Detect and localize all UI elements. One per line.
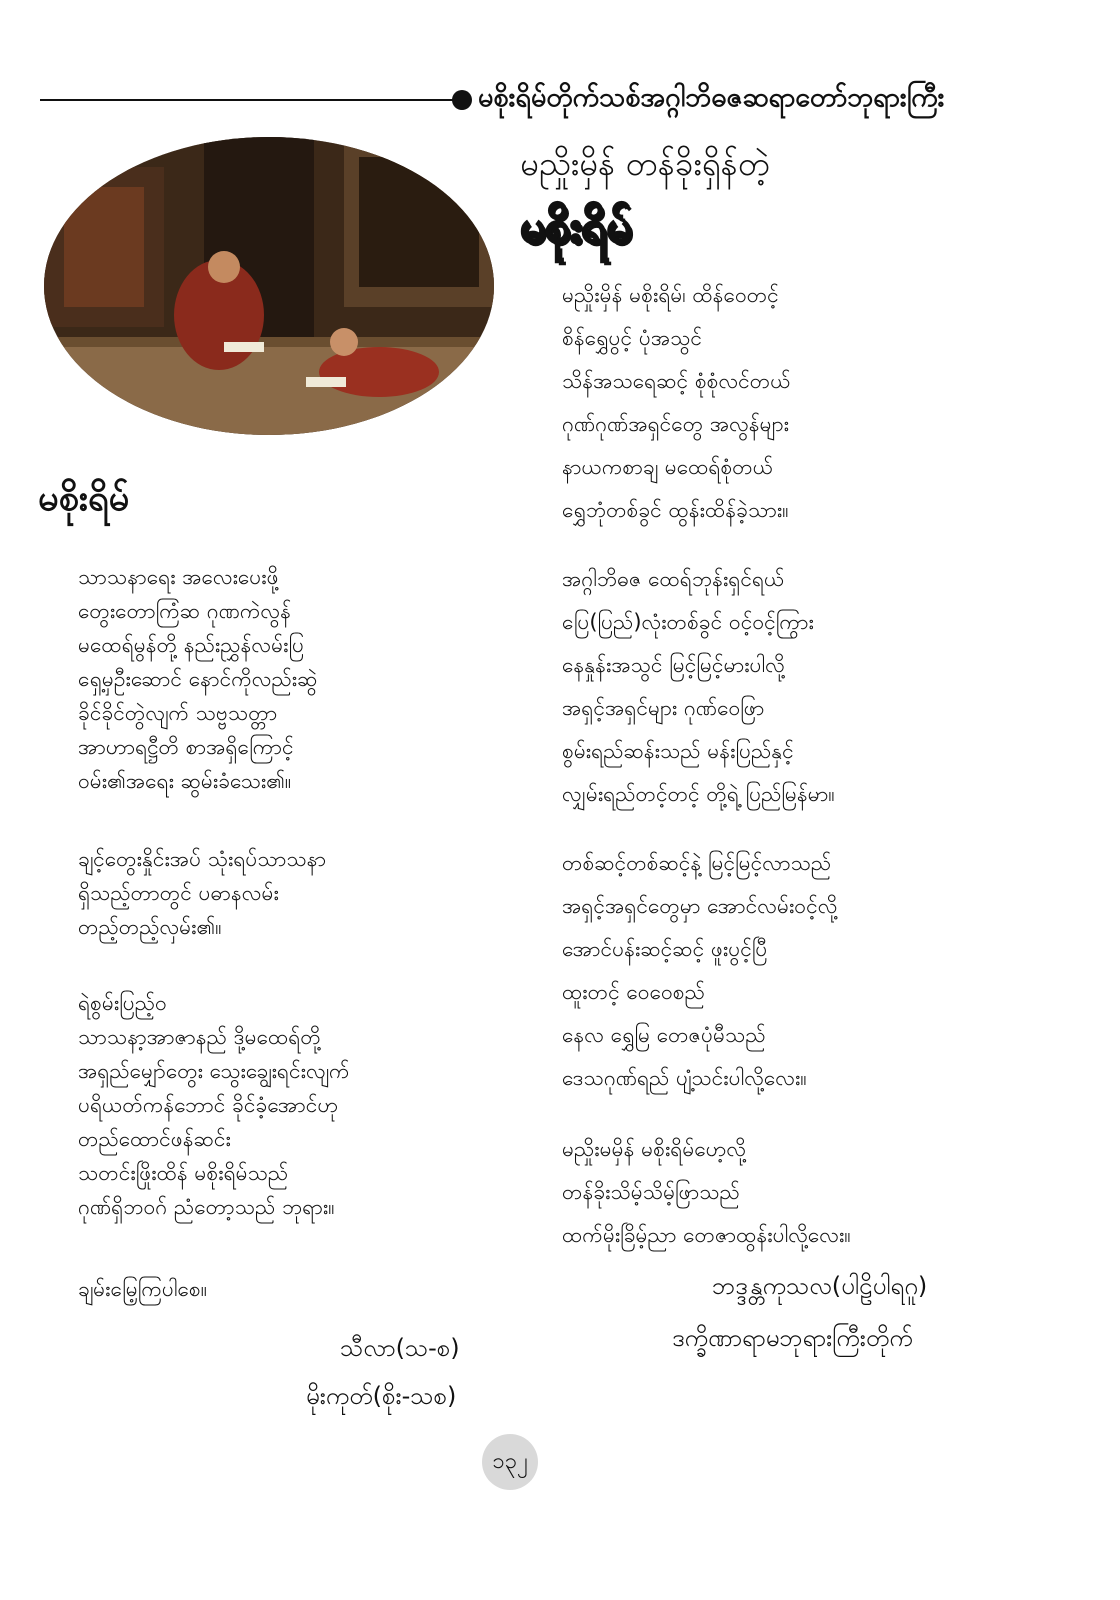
header-title: မစိုးရိမ်တိုက်သစ်အဂ္ဂါဘိဓဇဆရာတော်ဘုရားကြီး <box>478 82 945 113</box>
poem-line: အရှင့်အရှင်တွေမှာ အောင်လမ်းဝင့်လို့ <box>562 894 838 918</box>
poem-line: ထူးတင့် ဝေဝေစည် <box>562 980 705 1004</box>
header-rule <box>40 99 455 101</box>
poem-line: ရွှေဘုံတစ်ခွင် ထွန်းထိန်ခဲ့သား။ <box>562 498 789 522</box>
poem-line: မထေရ်မွန်တို့ နည်းညွှန်လမ်းပြ <box>78 633 304 657</box>
poem-line: ပရိယတ်ကန်ဘောင် ခိုင်ခံ့အောင်ဟု <box>78 1093 339 1117</box>
right-poem-stanza-3 <box>562 842 837 1100</box>
poem-line: ခိုင်ခိုင်တွဲလျက် သဗ္ဗသတ္တာ <box>78 701 278 725</box>
poem-line: လျှမ်းရည်တင့်တင့် တို့ရဲ့ ပြည်မြန်မာ။ <box>562 782 835 806</box>
poem-line: ဝမ်း၏အရေး ဆွမ်းခံသေး၏။ <box>78 769 292 793</box>
left-poem-stanza-1 <box>78 560 317 798</box>
poem-line: တွေးတောကြံဆ ဂုဏကဲလွန် <box>78 599 291 623</box>
right-poem-stanza-4 <box>562 1128 851 1257</box>
poem-subtitle: မညှိုးမှိန် တန်ခိုးရှိန်တဲ့ <box>520 144 770 183</box>
poem-line: အရှင့်အရှင်များ ဂုဏ်ဝေဖြာ <box>562 696 765 720</box>
right-poem-author: ဘဒ္ဒန္တကုသလ(ပါဠိပါရဂူ) <box>712 1272 928 1300</box>
poem-line: ရှိသည့်တာတွင် ပဓာနလမ်း <box>78 881 279 905</box>
poem-line: ဒေသဂုဏ်ရည် ပျံ့သင်းပါလို့လေး။ <box>562 1066 807 1090</box>
poem-line: သာသနာ့အာဇာနည် ဒို့မထေရ်တို့ <box>78 1025 321 1049</box>
poem-line: နေနှုန်းအသွင် မြင့်မြင့်မားပါလို့ <box>562 653 785 677</box>
poem-line: သာသနာရေး အလေးပေးဖို့ <box>78 565 279 589</box>
poem-line: မညှိုးမမှိန် မစိုးရိမ်ဟေ့လို့ <box>562 1137 747 1161</box>
poem-line: တန်ခိုးသိမ့်သိမ့်ဖြာသည် <box>562 1180 740 1204</box>
right-poem-location: ဒက္ခိဏာရာမဘုရားကြီးတိုက် <box>672 1324 913 1352</box>
poem-line: အောင်ပန်းဆင့်ဆင့် ဖူးပွင့်ပြီ <box>562 937 768 961</box>
left-poem-author: သီလာ(သ-စ) <box>340 1334 460 1362</box>
poem-line: ထက်မိုးခြိမ့်ညာ တေဇာထွန်းပါလို့လေး။ <box>562 1223 851 1247</box>
poem-line: သိန်အသရေဆင့် စုံစုံလင်တယ် <box>562 369 791 393</box>
poem-line: တည်ထောင်ဖန်ဆင်း <box>78 1127 231 1151</box>
poem-line: ဂုဏ်ဂုဏ်အရှင်တွေ အလွန်များ <box>562 412 789 436</box>
poem-title: မစိုးရိမ် <box>520 202 632 253</box>
poem-line: အရှည်မျှော်တွေး သွေးချွေးရင်းလျက် <box>78 1059 350 1083</box>
left-poem-stanza-3 <box>78 986 350 1224</box>
poem-line: ဂုဏ်ရှိဘဝဂ် ညံတော့သည် ဘုရား။ <box>78 1195 335 1219</box>
poem-line: သတင်းဖြိုးထိန် မစိုးရိမ်သည် <box>78 1161 289 1185</box>
poem-line: ရှေ့မှဦးဆောင် နောင်ကိုလည်းဆွဲ <box>78 667 318 691</box>
poem-line: အဂ္ဂါဘိဓဇ ထေရ်ဘုန်းရှင်ရယ် <box>562 567 785 591</box>
poem-line: ရဲစွမ်းပြည့်ဝ <box>78 991 167 1015</box>
left-poem-stanza-2 <box>78 842 326 944</box>
poem-line: ပြေ(ပြည်)လုံးတစ်ခွင် ဝင့်ဝင့်ကြွား <box>562 610 814 634</box>
page-number: ၁၃၂ <box>482 1434 538 1490</box>
header-bullet-icon <box>452 90 472 110</box>
poem-line: စိန်ရွှေပွင့် ပုံအသွင် <box>562 326 703 350</box>
poem-line: အာဟာရဋ္ဌီတိ စာအရှိကြောင့် <box>78 735 294 759</box>
right-poem-stanza-2 <box>562 558 835 816</box>
poem-line: ချင့်တွေးနှိုင်းအပ် သုံးရပ်သာသနာ <box>78 847 327 871</box>
poem-line: နာယကစာချ မထေရ်စုံတယ် <box>562 455 774 479</box>
left-poem-location: မိုးကုတ်(စိုး-သစ) <box>306 1382 457 1410</box>
poem-line: နေလ ရွှေမြ တေဇပုံမီသည် <box>562 1023 766 1047</box>
left-poem-title: မစိုးရိမ် <box>38 478 130 519</box>
right-poem-stanza-1 <box>562 274 791 532</box>
poem-line: တစ်ဆင့်တစ်ဆင့်နဲ့ မြင့်မြင့်လာသည် <box>562 851 832 875</box>
poem-line: စွမ်းရည်ဆန်းသည် မန်းပြည်နှင့် <box>562 739 794 763</box>
poem-line: မညှိုးမှိန် မစိုးရိမ်၊ ထိန်ဝေတင့် <box>562 283 779 307</box>
monks-reading-photo <box>44 137 494 435</box>
poem-line: တည့်တည့်လှမ်း၏။ <box>78 915 222 939</box>
left-poem-closing: ချမ်းမြေ့ကြပါစေ။ <box>78 1277 208 1301</box>
